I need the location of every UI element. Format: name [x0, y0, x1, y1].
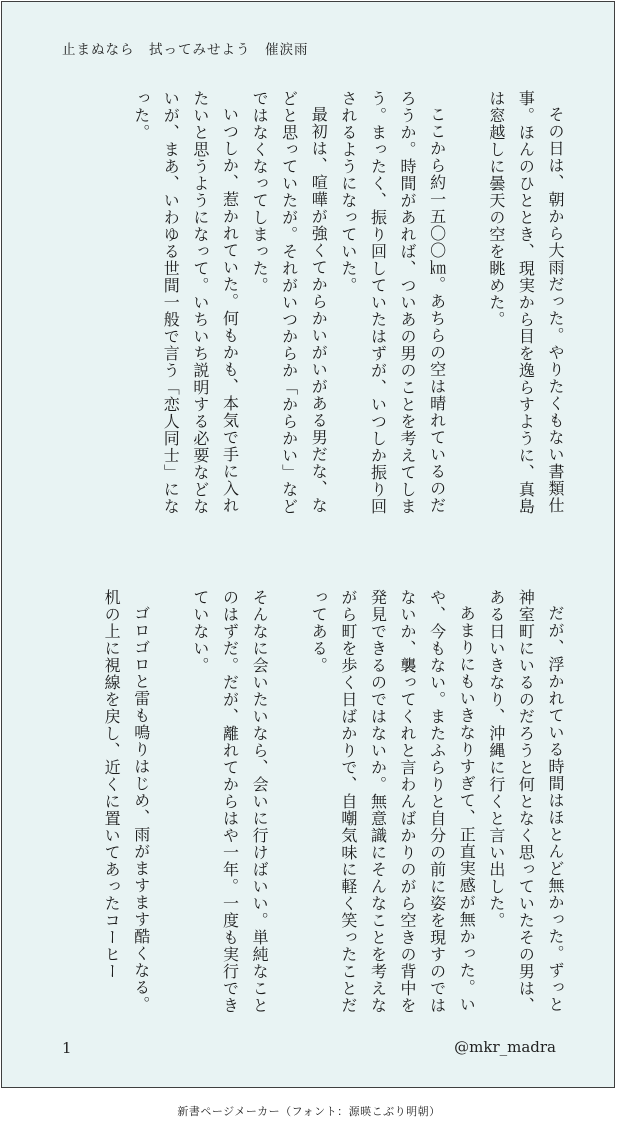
paragraph: だが、浮かれている時間はほとんど無かった。ずっと神室町にいるのだろうと何となく思っていたその男は、ある日いきなり、沖縄に行くと言い出した。: [486, 589, 565, 1014]
blank-line: [156, 589, 186, 1019]
top-text-block: [126, 90, 570, 520]
paragraph: いつしか、惹かれていた。何もかも、本気で手に入れたいと思うようになって。いちいち説明する必要などないが、まあ、いわゆる世間一般で言う「恋人同士」になった。: [131, 90, 240, 515]
blank-line: [274, 589, 304, 1019]
author-handle: @mkr_madra: [454, 1038, 556, 1056]
book-page: [1, 1, 615, 1088]
page-number: 1: [62, 1039, 72, 1057]
bottom-text-block: [97, 589, 571, 1019]
paragraph: 最初は、喧嘩が強くてからかいがいがある男だな、などと思っていたが。それがいつからか「からかい」などではなくなってしまった。: [250, 90, 329, 515]
generator-credit: 新書ページメーカー（フォント：源暎こぶり明朝）: [177, 1105, 441, 1118]
paragraph: ゴロゴロと雷も鳴りはじめ、雨がますます酷くなる。机の上に視線を戻し、近くに置いてあったコーヒー: [102, 589, 151, 1013]
paragraph: ここから約一五〇〇㎞。あちらの空は晴れているのだろうか。時間があれば、ついあの男のことを考えてしまう。まったく、振り回していたはずが、いつしか振り回されるようになっていた。: [338, 90, 447, 515]
paragraph: その日は、朝から大雨だった。やりたくもない書類仕事。ほんのひととき、現実から目を逸らすように、真島は窓越しに曇天の空を眺めた。: [486, 90, 565, 515]
paragraph: あまりにもいきなりすぎて、正直実感が無かった。いや、今もない。またふらりと自分の前に姿を現すのではないか、襲ってくれと言わんばかりのがら空きの背中を発見できるのではないか。無意識にそんなことを考えながら町を歩く日ばかりで、自嘲気味に軽く笑ったことだってある。: [309, 589, 477, 1014]
blank-line: [452, 90, 482, 520]
page-header-title: 止まぬなら 拭ってみせよう 催涙雨: [62, 42, 309, 58]
paragraph: そんなに会いたいなら、会いに行けばいい。単純なことのはずだ。だが、離れてからはや一年。一度も実行できていない。: [190, 589, 270, 1014]
